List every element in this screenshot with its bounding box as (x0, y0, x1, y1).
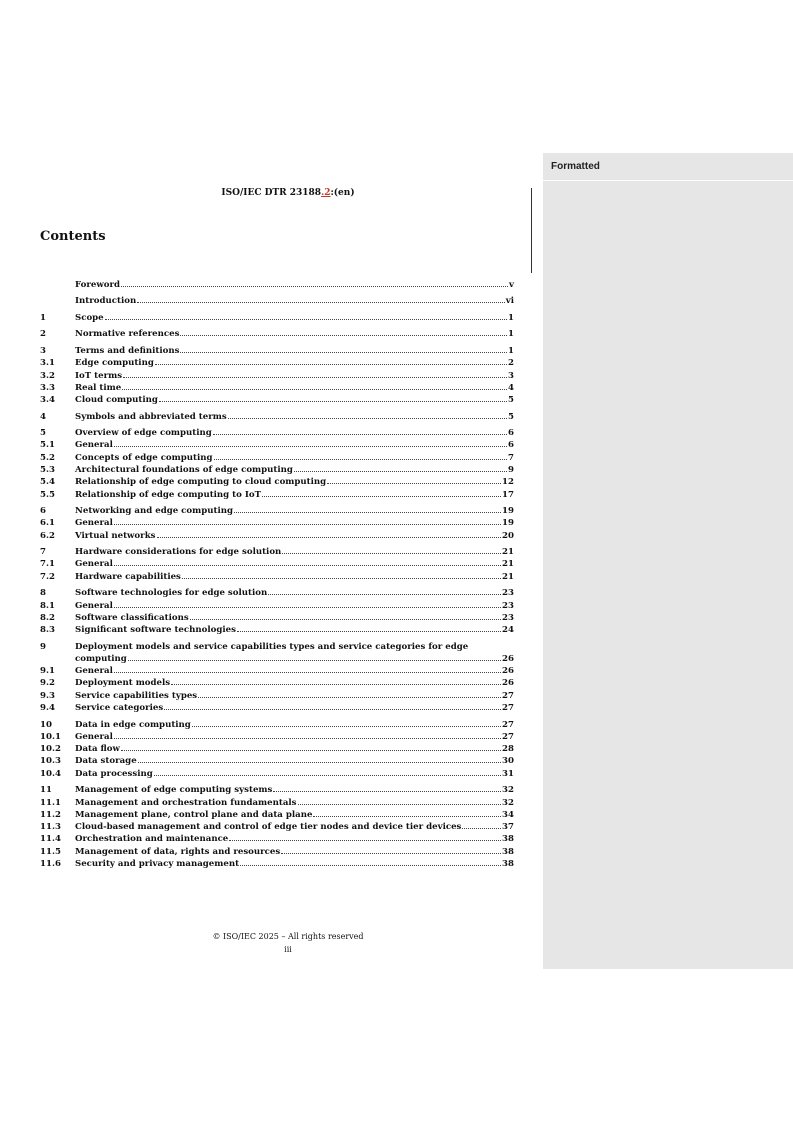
toc-entry-page: 31 (502, 768, 514, 779)
toc-entry-page: 21 (502, 571, 514, 582)
toc-entry-page: 7 (508, 452, 514, 463)
toc-entry-title: Security and privacy management (75, 859, 240, 870)
toc-entry-title: Introduction (75, 296, 137, 307)
toc-entry[interactable] (40, 394, 514, 406)
toc-entry[interactable] (40, 833, 514, 845)
toc-leader-dots (182, 578, 501, 579)
toc-leader-dots (137, 302, 505, 303)
toc-leader-dots (154, 775, 501, 776)
toc-leader-dots (123, 377, 507, 378)
toc-leader-dots (114, 738, 501, 739)
toc-entry-page: 23 (502, 588, 514, 599)
toc-entry-title: Architectural foundations of edge computing (75, 464, 293, 475)
toc-entry-page: 38 (502, 859, 514, 870)
toc-entry-title: Concepts of edge computing (75, 452, 213, 463)
toc-entry[interactable] (40, 312, 514, 324)
toc-entry-number: 6 (40, 506, 46, 517)
toc-entry[interactable] (40, 690, 514, 702)
toc-leader-dots (114, 607, 501, 608)
toc-entry-page: 38 (502, 846, 514, 857)
toc-entry-number: 11.6 (40, 859, 61, 870)
toc-leader-dots (155, 364, 507, 365)
toc-entry[interactable] (40, 328, 514, 340)
toc-entry-page: 1 (508, 329, 514, 340)
toc-entry-title: Hardware capabilities (75, 571, 181, 582)
toc-entry-page: 34 (502, 809, 514, 820)
toc-entry-page: 23 (502, 612, 514, 623)
toc-entry-number: 10 (40, 719, 52, 730)
toc-leader-dots (262, 496, 501, 497)
toc-entry-title: Normative references (75, 329, 180, 340)
toc-entry-title: Data in edge computing (75, 719, 191, 730)
toc-entry-title: Foreword (75, 280, 121, 290)
document-header (40, 188, 536, 198)
toc-entry[interactable] (40, 768, 514, 780)
toc-leader-dots (198, 697, 501, 698)
toc-entry-number: 5 (40, 428, 46, 439)
toc-entry-title: General (75, 731, 113, 742)
toc-entry-number: 10.3 (40, 756, 61, 767)
toc-leader-dots (237, 631, 501, 632)
toc-entry[interactable] (40, 641, 514, 653)
toc-entry-page: 21 (502, 547, 514, 558)
toc-leader-dots (164, 709, 501, 710)
toc-entry[interactable] (40, 784, 514, 796)
toc-leader-dots (171, 684, 501, 685)
toc-entry[interactable] (40, 612, 514, 624)
toc-entry-title: Management and orchestration fundamentals (75, 797, 297, 808)
toc-leader-dots (282, 553, 501, 554)
toc-entry-number: 5.3 (40, 464, 55, 475)
toc-entry-page: v (509, 280, 514, 290)
toc-entry-page: 37 (502, 822, 514, 833)
toc-entry-page: 38 (502, 834, 514, 845)
toc-leader-dots (234, 512, 501, 513)
toc-entry-title: Symbols and abbreviated terms (75, 411, 227, 422)
toc-leader-dots (105, 319, 507, 320)
doc-id-suffix: :(en) (330, 188, 355, 198)
toc-entry-page: 27 (502, 703, 514, 714)
toc-leader-dots (327, 483, 501, 484)
toc-entry-page: 26 (502, 666, 514, 677)
toc-entry[interactable] (40, 295, 514, 307)
doc-id-revision-mark: .2 (321, 188, 331, 198)
toc-entry-number: 1 (40, 312, 46, 323)
toc-leader-dots (229, 840, 501, 841)
toc-entry[interactable] (40, 345, 514, 357)
toc-leader-dots (114, 524, 501, 525)
toc-entry-number: 7.2 (40, 571, 55, 582)
toc-entry-page: 6 (508, 440, 514, 451)
toc-entry-title: Software classifications (75, 612, 189, 623)
toc-entry-title: Relationship of edge computing to cloud computing (75, 477, 327, 488)
toc-entry[interactable] (40, 821, 514, 833)
toc-leader-dots (138, 762, 501, 763)
toc-entry-title: Management of edge computing systems (75, 785, 273, 796)
toc-leader-dots (298, 804, 502, 805)
toc-leader-dots (180, 335, 507, 336)
toc-entry[interactable] (40, 797, 514, 809)
toc-entry[interactable] (40, 452, 514, 464)
toc-entry[interactable] (40, 505, 514, 517)
toc-leader-dots (159, 401, 507, 402)
toc-entry-title: Virtual networks (75, 530, 156, 541)
toc-leader-dots (273, 791, 501, 792)
copyright-notice: © ISO/IEC 2025 – All rights reserved (212, 932, 364, 941)
toc-entry-number: 11 (40, 785, 52, 796)
toc-entry-page: 6 (508, 428, 514, 439)
toc-entry-title: Data processing (75, 768, 153, 779)
toc-leader-dots (114, 446, 507, 447)
toc-entry-page: 19 (502, 518, 514, 529)
toc-entry[interactable] (40, 571, 514, 583)
toc-entry-number: 3 (40, 345, 46, 356)
toc-entry[interactable] (40, 846, 514, 858)
toc-entry[interactable] (40, 858, 514, 870)
toc-entry-number: 5.1 (40, 440, 55, 451)
toc-leader-dots (122, 389, 507, 390)
toc-leader-dots (190, 619, 501, 620)
toc-entry[interactable] (40, 558, 514, 570)
toc-leader-dots (313, 816, 501, 817)
toc-entry-title: IoT terms (75, 370, 123, 381)
toc-entry[interactable] (40, 370, 514, 382)
toc-entry-title: Significant software technologies (75, 625, 236, 636)
toc-entry[interactable] (40, 719, 514, 731)
toc-entry-title: Hardware considerations for edge solution (75, 547, 282, 558)
toc-leader-dots (240, 865, 501, 866)
toc-entry-title: Management plane, control plane and data plane (75, 809, 313, 820)
toc-entry-page: 5 (508, 395, 514, 406)
toc-entry-title: Cloud-based management and control of edge tier nodes and device tier devices (75, 822, 462, 833)
toc-entry-title: Software technologies for edge solution (75, 588, 268, 599)
toc-entry-title: Real time (75, 382, 122, 393)
toc-entry[interactable] (40, 530, 514, 542)
page-footer (40, 930, 536, 956)
toc-entry-number: 3.2 (40, 370, 55, 381)
toc-entry-number: 5.5 (40, 489, 55, 500)
toc-entry[interactable] (40, 517, 514, 529)
toc-entry-number: 11.2 (40, 809, 61, 820)
toc-entry-title: Deployment models (75, 678, 171, 689)
toc-entry-title: Cloud computing (75, 395, 158, 406)
toc-entry-page: 4 (508, 382, 514, 393)
toc-leader-dots (214, 459, 508, 460)
toc-entry-page: 28 (502, 744, 514, 755)
toc-entry-number: 9.4 (40, 703, 55, 714)
toc-entry-number: 6.1 (40, 518, 55, 529)
toc-entry-title: Data storage (75, 756, 137, 767)
toc-entry-page: 9 (508, 464, 514, 475)
toc-entry-title: General (75, 666, 113, 677)
toc-entry[interactable] (40, 464, 514, 476)
toc-entry-title: Edge computing (75, 358, 154, 369)
change-bar (531, 188, 532, 273)
toc-entry[interactable] (40, 702, 514, 714)
toc-leader-dots (281, 853, 501, 854)
toc-entry-page: 21 (502, 559, 514, 570)
toc-entry-number: 8.3 (40, 625, 55, 636)
toc-entry-title: General (75, 559, 113, 570)
toc-entry-title: Orchestration and maintenance (75, 834, 229, 845)
toc-leader-dots (114, 672, 501, 673)
contents-title: Contents (40, 229, 106, 244)
toc-entry-title: Deployment models and service capabilities types and service categories for edge (75, 641, 469, 652)
table-of-contents (40, 279, 514, 870)
toc-entry-number: 11.3 (40, 822, 61, 833)
comment-balloon-heading: Formatted (543, 153, 793, 181)
toc-leader-dots (114, 565, 501, 566)
toc-entry-page: 20 (502, 530, 514, 541)
toc-entry-number: 5.2 (40, 452, 55, 463)
toc-leader-dots (192, 726, 501, 727)
toc-entry-continuation[interactable] (40, 653, 514, 665)
toc-entry-page: vi (505, 296, 514, 307)
toc-entry-page: 3 (508, 370, 514, 381)
page-number: iii (284, 945, 292, 954)
toc-entry-page: 1 (508, 345, 514, 356)
toc-entry-title: Relationship of edge computing to IoT (75, 489, 262, 500)
toc-entry-title: General (75, 440, 113, 451)
toc-leader-dots (228, 418, 507, 419)
toc-entry-page: 5 (508, 411, 514, 422)
toc-entry-number: 10.4 (40, 768, 61, 779)
toc-entry[interactable] (40, 546, 514, 558)
toc-leader-dots (121, 750, 501, 751)
toc-entry-page: 1 (508, 312, 514, 323)
toc-entry[interactable] (40, 731, 514, 743)
toc-entry-title: Terms and definitions (75, 345, 180, 356)
toc-entry-number: 9.1 (40, 666, 55, 677)
toc-entry[interactable] (40, 489, 514, 501)
toc-entry-number: 3.1 (40, 358, 55, 369)
toc-entry-number: 11.1 (40, 797, 61, 808)
toc-entry[interactable] (40, 743, 514, 755)
toc-entry-page: 30 (502, 756, 514, 767)
toc-entry-title: Scope (75, 312, 104, 323)
toc-entry[interactable] (40, 382, 514, 394)
toc-leader-dots (294, 471, 507, 472)
toc-entry-title: Service categories (75, 703, 164, 714)
toc-leader-dots (268, 594, 501, 595)
toc-leader-dots (213, 434, 507, 435)
toc-entry-number: 11.4 (40, 834, 61, 845)
toc-entry-title: Data flow (75, 744, 120, 755)
toc-entry-page: 27 (502, 731, 514, 742)
toc-entry[interactable] (40, 411, 514, 423)
toc-entry-page: 17 (502, 489, 514, 500)
toc-entry-number: 9 (40, 641, 46, 652)
toc-entry-title: General (75, 600, 113, 611)
toc-entry[interactable] (40, 665, 514, 677)
toc-entry[interactable] (40, 809, 514, 821)
toc-entry-page: 19 (502, 506, 514, 517)
toc-entry-page: 24 (502, 625, 514, 636)
toc-entry-number: 3.3 (40, 382, 55, 393)
toc-leader-dots (462, 828, 501, 829)
toc-entry-title: Service capabilities types (75, 690, 198, 701)
toc-entry[interactable] (40, 600, 514, 612)
toc-entry-page: 27 (502, 690, 514, 701)
toc-entry[interactable] (40, 755, 514, 767)
doc-id: ISO/IEC DTR 23188 (221, 188, 322, 198)
comment-balloon-panel (543, 153, 793, 969)
toc-entry-page: 26 (502, 653, 514, 664)
toc-entry-page: 23 (502, 600, 514, 611)
toc-entry-page: 26 (502, 678, 514, 689)
toc-entry-title: Networking and edge computing (75, 506, 233, 517)
toc-entry-number: 7 (40, 547, 46, 558)
toc-leader-dots (121, 286, 508, 287)
toc-entry-number: 2 (40, 329, 46, 340)
toc-entry-page: 32 (502, 797, 514, 808)
toc-entry-page: 12 (502, 477, 514, 488)
toc-entry[interactable] (40, 624, 514, 636)
toc-entry-number: 7.1 (40, 559, 55, 570)
toc-entry-number: 6.2 (40, 530, 55, 541)
toc-leader-dots (157, 537, 502, 538)
toc-entry-page: 2 (508, 358, 514, 369)
toc-entry-number: 10.1 (40, 731, 61, 742)
toc-entry-title: Overview of edge computing (75, 428, 212, 439)
toc-entry-number: 8.2 (40, 612, 55, 623)
toc-entry-number: 5.4 (40, 477, 55, 488)
toc-entry-title: General (75, 518, 113, 529)
toc-leader-dots (180, 352, 507, 353)
toc-entry[interactable] (40, 427, 514, 439)
toc-entry[interactable] (40, 677, 514, 689)
toc-leader-dots (128, 660, 501, 661)
toc-entry-title: Management of data, rights and resources (75, 846, 281, 857)
toc-entry-number: 10.2 (40, 744, 61, 755)
toc-entry-number: 3.4 (40, 395, 55, 406)
toc-entry[interactable] (40, 476, 514, 488)
toc-entry[interactable] (40, 357, 514, 369)
toc-entry[interactable] (40, 587, 514, 599)
toc-entry-number: 8.1 (40, 600, 55, 611)
toc-entry-number: 8 (40, 588, 46, 599)
toc-entry-page: 32 (502, 785, 514, 796)
toc-entry-number: 9.3 (40, 690, 55, 701)
toc-entry[interactable] (40, 439, 514, 451)
toc-entry[interactable] (40, 279, 514, 291)
toc-entry-title-continued: computing (75, 653, 127, 664)
toc-entry-number: 9.2 (40, 678, 55, 689)
toc-entry-page: 27 (502, 719, 514, 730)
toc-entry-number: 11.5 (40, 846, 61, 857)
toc-entry-number: 4 (40, 411, 46, 422)
